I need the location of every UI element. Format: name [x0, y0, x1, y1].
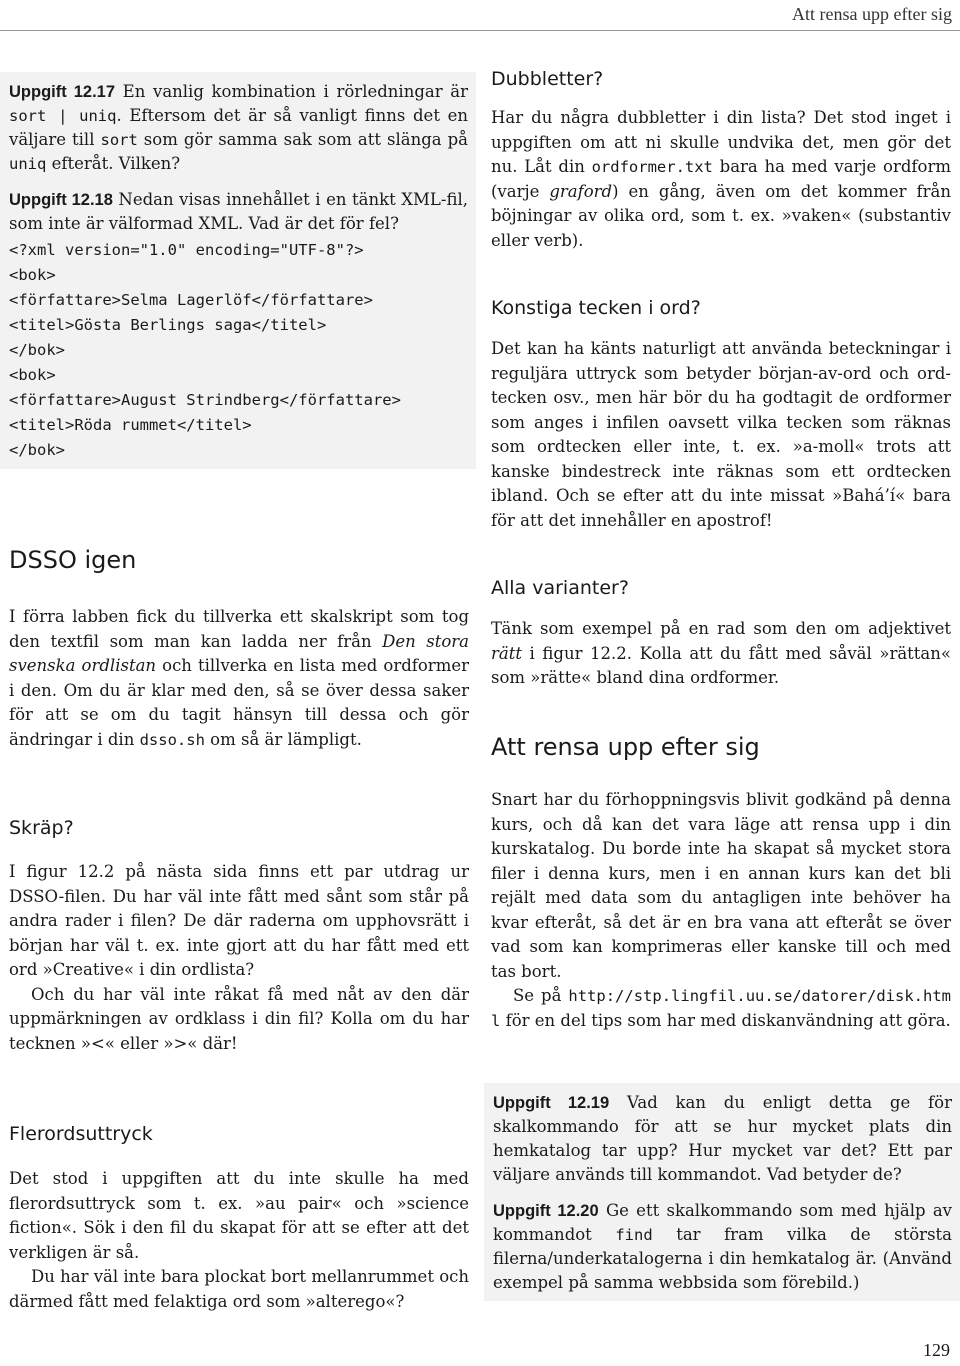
subheading-dubbletter: Dubbletter? — [491, 68, 604, 90]
task-12-17-18-box — [0, 72, 476, 469]
disk-url: http://stp.lingfil.uu.se/datorer/disk.html — [491, 987, 951, 1030]
subheading-skrap: Skräp? — [9, 817, 74, 839]
code-line: <författare>August Strindberg</författare> — [9, 391, 401, 409]
page-number: 129 — [923, 1340, 950, 1360]
task-label: Uppgift 12.18 — [9, 191, 113, 209]
task-12-18: Uppgift 12.18 Nedan visas innehållet i en tänkt XML-fil, som inte är välformad XML. Vad är det för fel? — [9, 190, 468, 233]
subheading-flerord: Flerordsuttryck — [9, 1123, 153, 1145]
varianter-paragraph: Tänk som exempel på en rad som den om adjektivet rätt i figur 12.2. Kolla att du fått med såväl »rättan« som »rätte« bland dina ordformer. — [491, 619, 951, 687]
task-label: Uppgift 12.19 — [493, 1094, 610, 1112]
flerord-paragraphs: Det stod i uppgiften att du inte skulle ha med flerordsuttryck som t. ex. »au pair« och »science fiction«. Sök i den fil du skapat för att se efter att det verkligen är så. Du har väl inte bara plockat bort mellanrummet och därmed fått med felaktiga ord som »alterego«? — [9, 1169, 469, 1311]
code-line: </bok> — [9, 441, 65, 459]
code-line: <titel>Röda rummet</titel> — [9, 416, 252, 434]
dsso-paragraph: I förra labben fick du tillverka ett skalskript som tog den textfil som man kan ladda ner från Den stora svenska ordlistan och tillverka en lista med ordformer i den. Om du är klar med den, så se över dessa saker för att se om du tagit hänsyn till dessa och gör ändringar i din dsso.sh om så är lämpligt. — [9, 607, 469, 749]
code-line: <?xml version="1.0" encoding="UTF-8"?> — [9, 241, 364, 259]
code-line: <bok> — [9, 266, 56, 284]
running-title: Att rensa upp efter sig — [792, 4, 952, 24]
code-line: </bok> — [9, 341, 65, 359]
xml-code-block — [9, 238, 468, 463]
dubbletter-paragraph: Har du några dubbletter i din lista? Det stod inget i uppgiften om att ni skulle undvika det, men gör det nu. Låt din ordformer.txt bara ha med varje ordform (varje graford) en gång, även om det kommer från böjningar av olika ord, som t. ex. »vaken« (substantiv eller verb). — [491, 108, 951, 250]
code-line: <författare>Selma Lagerlöf</författare> — [9, 291, 373, 309]
task-label: Uppgift 12.17 — [9, 83, 116, 101]
rensa-paragraphs: Snart har du förhoppningsvis blivit godkänd på denna kurs, och då kan det vara läge att rensa upp i din kurskatalog. Du borde inte ha skapat så mycket stora filer i denna kurs, men i en annan kurs kan det bli rejält med data som du antagligen inte behöver ha kvar efteråt, så det är en bra vana att efteråt se över vad som kan komprimeras eller kanske till och med tas bort. Se på http://stp.lingfil.uu.se/datorer/disk.html för en del tips som har med diskanvändning att göra. — [491, 790, 951, 1030]
task-12-19-20-box — [484, 1083, 960, 1301]
subheading-varianter: Alla varianter? — [491, 577, 629, 599]
code-line: <bok> — [9, 366, 56, 384]
section-heading-rensa: Att rensa upp efter sig — [491, 733, 760, 761]
task-12-20: Uppgift 12.20 Ge ett skalkommando som med hjälp av kommandot find tar fram vilka de största filerna/underkatalogerna i din hemkatalog är. (Använd exempel på samma webbsida som förebild.) — [493, 1201, 953, 1292]
page-header — [0, 0, 960, 31]
konstiga-paragraph: Det kan ha känts naturligt att använda beteckningar i reguljära uttryck som betyder början-av-ord och ord-tecken osv., men här bör du ha godtagit de ordformer som anges i infilen oavsett vilka tecken som räknas som ordtecken eller inte, t. ex. »a-moll« trots att kanske bindestreck inte räknas som ett ordtecken ibland. Och se efter att du inte missat »Bahá’í« bara för att det innehåller en apostrof! — [491, 339, 951, 530]
task-12-17: Uppgift 12.17 En vanlig kombination i rörledningar är sort | uniq. Eftersom det är så vanligt finns det en väljare till sort som gör samma sak som att slänga på uniq efteråt. Vilken? — [9, 82, 469, 173]
subheading-konstiga: Konstiga tecken i ord? — [491, 297, 701, 319]
code-line: <titel>Gösta Berlings saga</titel> — [9, 316, 327, 334]
skrap-paragraphs: I figur 12.2 på nästa sida finns ett par utdrag ur DSSO-filen. Du har väl inte fått med sånt som står på andra rader i filen? De där raderna om upphovsrätt i början har väl t. ex. inte gjort att du har fått med ett ord »Creative« i din ordlista? Och du har väl inte råkat få med nåt av den där uppmärkningen av ordklass i din fil? Kolla om du har tecknen »<« eller »>« där! — [9, 862, 469, 1053]
section-heading-dsso: DSSO igen — [9, 546, 137, 574]
task-12-19: Uppgift 12.19 Vad kan du enligt detta ge för skalkommando för att se hur mycket plats din hemkatalog tar upp? Hur mycket var det? Ett par väljare används till kommandot. Vad betyder de? — [493, 1093, 952, 1184]
task-label: Uppgift 12.20 — [493, 1202, 599, 1220]
